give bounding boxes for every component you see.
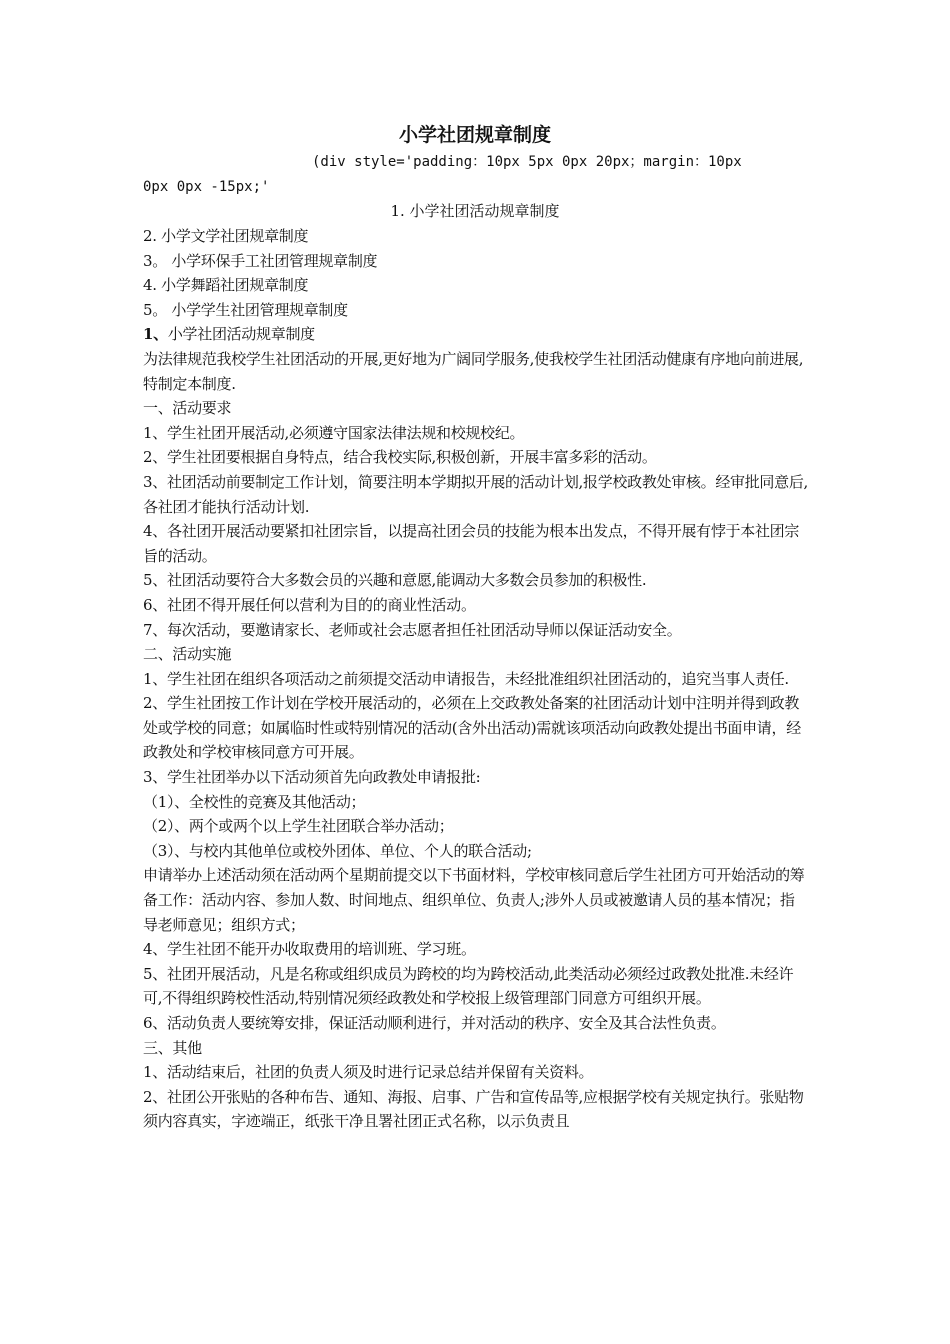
part2-application-note: 申请举办上述活动须在活动两个星期前提交以下书面材料，学校审核同意后学生社团方可开始活动的筹备工作：活动内容、参加人数、时间地点、组织单位、负责人;涉外人员或被邀请人员的基本情况；指导老师意见；组织方式；: [143, 866, 805, 934]
part2-item-1: 1、学生社团在组织各项活动之前须提交活动申请报告，未经批准组织社团活动的，追究当事人责任.: [143, 669, 789, 688]
toc-item-3: 3。 小学环保手工社团管理规章制度: [143, 251, 378, 270]
part1-item-2: 2、学生社团要根据自身特点，结合我校实际,积极创新，开展丰富多彩的活动。: [143, 448, 657, 467]
part2-subitem-3: （3）、与校内其他单位或校外团体、单位、个人的联合活动;: [143, 841, 532, 860]
part2-item-4: 4、学生社团不能开办收取费用的培训班、学习班。: [143, 940, 476, 959]
part1-item-4: 4、各社团开展活动要紧扣社团宗旨，以提高社团会员的技能为根本出发点，不得开展有悖于本社团宗旨的活动。: [143, 522, 800, 565]
part1-item-7: 7、每次活动，要邀请家长、老师或社会志愿者担任社团活动导师以保证活动安全。: [143, 620, 682, 639]
part1-item-6: 6、社团不得开展任何以营利为目的的商业性活动。: [143, 595, 476, 614]
toc-item-5: 5。 小学学生社团管理规章制度: [143, 300, 348, 319]
part2-item-6: 6、活动负责人要统筹安排，保证活动顺利进行，并对活动的秩序、安全及其合法性负责。: [143, 1014, 726, 1032]
part1-item-3: 3、社团活动前要制定工作计划，简要注明本学期拟开展的活动计划,报学校政教处审核。经审批同意后,各社团才能执行活动计划.: [143, 472, 808, 516]
section-number: 1、: [143, 325, 168, 344]
toc-item-4: 4. 小学舞蹈社团规章制度: [143, 276, 309, 295]
part2-item-2: 2、学生社团按工作计划在学校开展活动的，必须在上交政教处备案的社团活动计划中注明并得到政教处或学校的同意；如属临时性或特别情况的活动(含外出活动)需就该项活动向政教处提出书面申请，经政教处和学校审核同意方可开展。: [143, 694, 801, 762]
part2-subitem-2: （2）、两个或两个以上学生社团联合举办活动；: [143, 817, 454, 836]
toc-item-2: 2. 小学文学社团规章制度: [143, 227, 309, 245]
code-line-2: 0px 0px -15px;': [143, 179, 270, 195]
part2-item-5: 5、社团开展活动，凡是名称或组织成员为跨校的均为跨校活动,此类活动必须经过政教处批准.未经许可,不得组织跨校性活动,特别情况须经政教处和学校报上级管理部门同意方可组织开展。: [143, 964, 794, 1008]
document-body: [143, 224, 808, 1134]
document-title: 小学社团规章制度: [398, 124, 551, 146]
intro-paragraph: 为法律规范我校学生社团活动的开展,更好地为广阔同学服务,使我校学生社团活动健康有序地向前进展,特制定本制度.: [143, 349, 804, 393]
section-title: [143, 322, 808, 347]
part2-heading: 二、活动实施: [143, 645, 232, 664]
section-title-text: 小学社团活动规章制度: [167, 325, 315, 344]
part3-heading: 三、其他: [143, 1038, 202, 1057]
part1-heading: 一、活动要求: [143, 399, 232, 418]
part3-item-1: 1、活动结束后，社团的负责人须及时进行记录总结并保留有关资料。: [143, 1063, 594, 1082]
code-line-1: (div style='padding：10px 5px 0px 20px；margin：10px: [312, 154, 742, 170]
part3-item-2: 2、社团公开张贴的各种布告、通知、海报、启事、广告和宣传品等,应根据学校有关规定执行。张贴物须内容真实，字迹端正，纸张干净且署社团正式名称，以示负责且: [143, 1087, 804, 1131]
toc-item-1: 1. 小学社团活动规章制度: [390, 202, 560, 220]
part2-subitem-1: （1）、全校性的竞赛及其他活动；: [143, 792, 366, 811]
part1-item-5: 5、社团活动要符合大多数会员的兴趣和意愿,能调动大多数会员参加的积极性.: [143, 571, 647, 590]
part1-item-1: 1、学生社团开展活动,必须遵守国家法律法规和校规校纪。: [143, 423, 525, 442]
part2-item-3: 3、学生社团举办以下活动须首先向政教处申请报批:: [143, 768, 481, 787]
